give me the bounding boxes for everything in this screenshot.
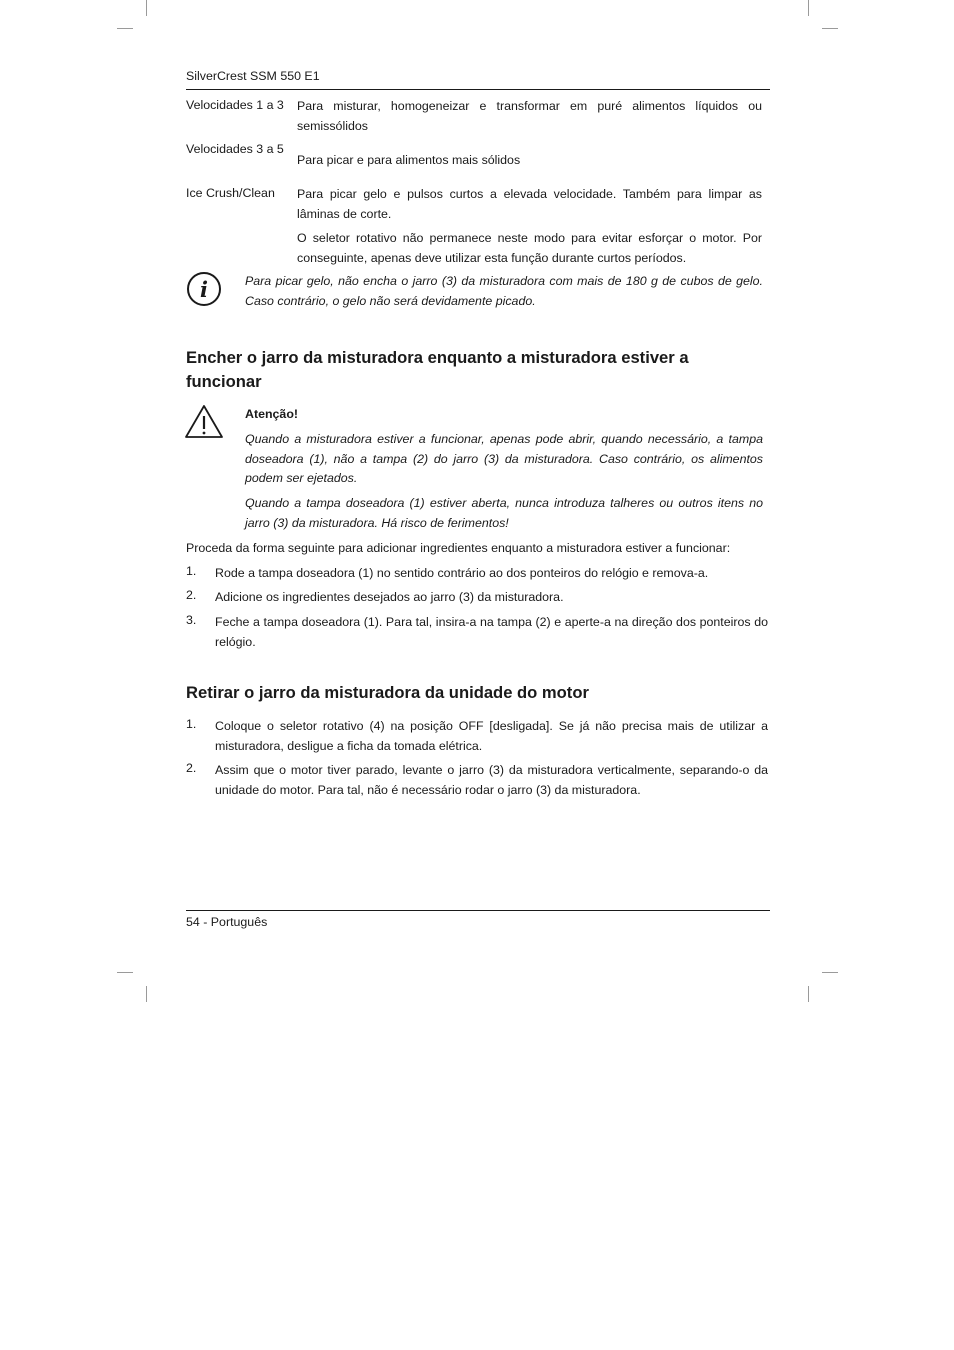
crop-mark bbox=[822, 28, 838, 29]
list-number: 1. bbox=[186, 564, 197, 578]
list-item: Coloque o seletor rotativo (4) na posição OFF [desligada]. Se já não precisa mais de utilizar a misturadora, desligue a ficha da tomada elétrica. bbox=[215, 719, 768, 753]
speed-note: O seletor rotativo não permanece neste modo para evitar esforçar o motor. Por conseguinte, apenas deve utilizar esta função durante curtos períodos. bbox=[297, 231, 762, 265]
header-rule bbox=[186, 89, 770, 90]
list-number: 2. bbox=[186, 761, 197, 775]
crop-mark bbox=[117, 28, 133, 29]
svg-text:i: i bbox=[200, 277, 208, 302]
speed-desc: Para picar gelo e pulsos curtos a elevada velocidade. Também para limpar as lâminas de corte. bbox=[297, 187, 762, 221]
crop-mark bbox=[146, 0, 147, 16]
warning-text: Quando a misturadora estiver a funcionar, apenas pode abrir, quando necessário, a tampa doseadora (1), não a tampa (2) do jarro (3) da misturadora. Caso contrário, os alimentos podem ser ejetados. bbox=[245, 432, 763, 485]
speed-term: Velocidades 3 a 5 bbox=[186, 142, 284, 156]
speed-term: Velocidades 1 a 3 bbox=[186, 98, 284, 112]
page-footer: 54 - Português bbox=[186, 915, 268, 929]
list-item: Feche a tampa doseadora (1). Para tal, insira-a na tampa (2) e aperte-a na direção dos ponteiros do relógio. bbox=[215, 615, 768, 649]
section-heading: Retirar o jarro da misturadora da unidade do motor bbox=[186, 683, 589, 702]
list-item: Rode a tampa doseadora (1) no sentido contrário ao dos ponteiros do relógio e remova-a. bbox=[215, 566, 709, 580]
list-item: Adicione os ingredientes desejados ao jarro (3) da misturadora. bbox=[215, 590, 564, 604]
info-icon bbox=[186, 271, 222, 310]
crop-mark bbox=[808, 986, 809, 1002]
speed-desc: Para picar e para alimentos mais sólidos bbox=[297, 153, 521, 167]
warning-title: Atenção! bbox=[245, 407, 299, 421]
footer-rule bbox=[186, 910, 770, 911]
crop-mark bbox=[117, 972, 133, 973]
list-number: 1. bbox=[186, 717, 197, 731]
info-note-text: Para picar gelo, não encha o jarro (3) da misturadora com mais de 180 g de cubos de gelo. Caso contrário, o gelo não será devidamente picado. bbox=[245, 274, 763, 308]
section-heading: Encher o jarro da misturadora enquanto a misturadora estiver a funcionar bbox=[186, 348, 689, 391]
list-number: 2. bbox=[186, 588, 197, 602]
list-number: 3. bbox=[186, 613, 197, 627]
speed-desc: Para misturar, homogeneizar e transformar em puré alimentos líquidos ou semissólidos bbox=[297, 99, 762, 133]
crop-mark bbox=[822, 972, 838, 973]
warning-icon bbox=[184, 403, 224, 442]
list-item: Assim que o motor tiver parado, levante o jarro (3) da misturadora verticalmente, separando-o da unidade do motor. Para tal, não é necessário rodar o jarro (3) da misturadora. bbox=[215, 763, 768, 797]
crop-mark bbox=[808, 0, 809, 16]
page-header: SilverCrest SSM 550 E1 bbox=[186, 69, 320, 83]
warning-text: Quando a tampa doseadora (1) estiver aberta, nunca introduza talheres ou outros itens no jarro (3) da misturadora. Há risco de ferimentos! bbox=[245, 496, 763, 530]
intro-text: Proceda da forma seguinte para adicionar ingredientes enquanto a misturadora estiver a funcionar: bbox=[186, 541, 731, 555]
speed-term: Ice Crush/Clean bbox=[186, 186, 275, 200]
crop-mark bbox=[146, 986, 147, 1002]
